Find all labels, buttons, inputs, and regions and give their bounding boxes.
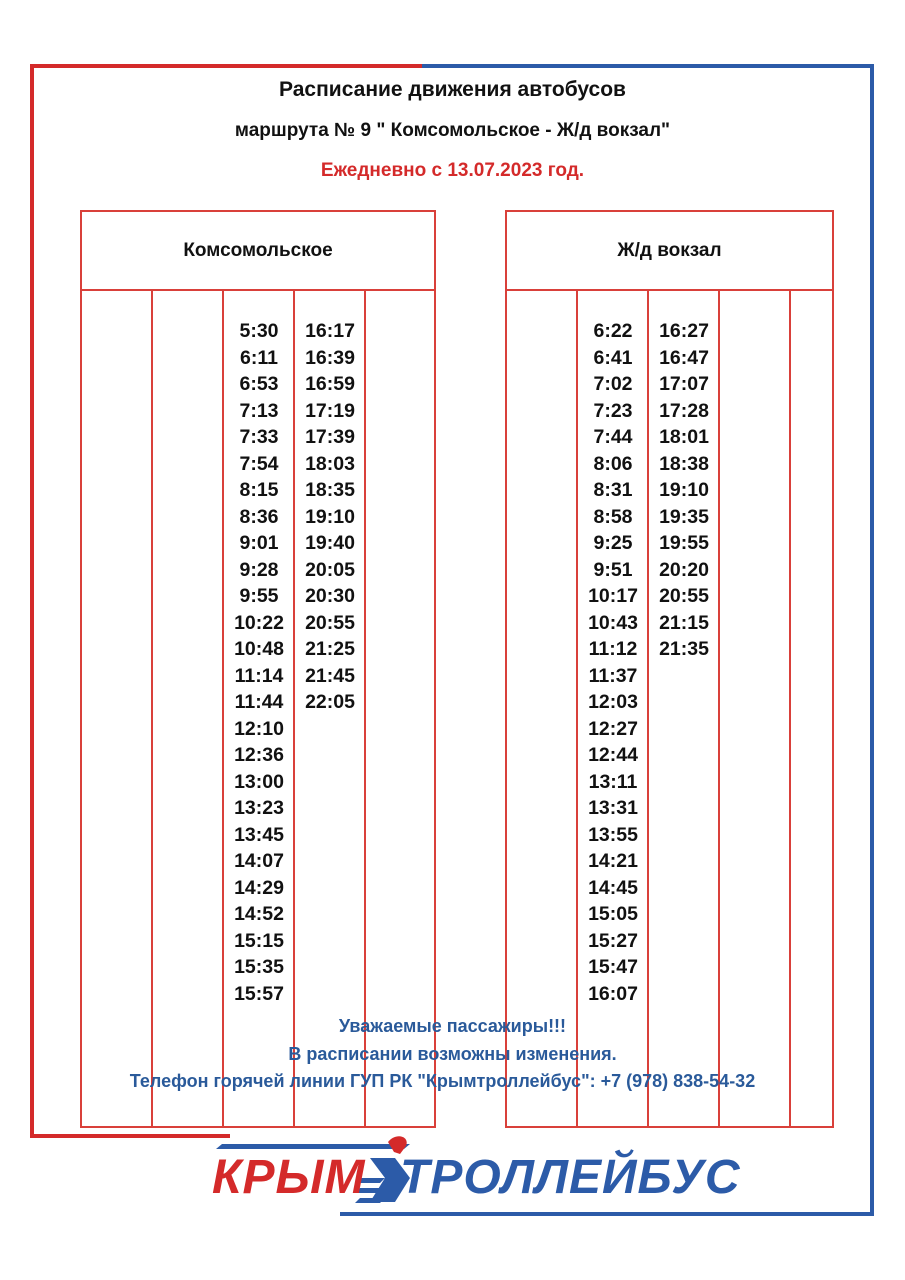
departure-time: 11:14 — [234, 664, 284, 687]
departure-time: 15:47 — [588, 956, 638, 978]
departure-time: 15:15 — [234, 929, 284, 952]
departure-time: 15:35 — [234, 956, 284, 978]
departure-time: 17:28 — [659, 399, 709, 422]
departure-time: 6:53 — [239, 373, 279, 395]
departure-time: 15:57 — [234, 982, 284, 1005]
departure-time: 19:10 — [659, 479, 709, 501]
departure-time: 20:55 — [305, 611, 355, 634]
departure-time: 16:07 — [588, 982, 638, 1005]
stop-header-komsomolskoe: Комсомольское — [183, 240, 333, 261]
departure-time: 19:40 — [305, 532, 355, 554]
departure-time: 7:02 — [593, 373, 633, 395]
times-vokzal-evening — [648, 318, 720, 663]
departure-time: 15:27 — [588, 929, 638, 952]
departure-time: 13:00 — [234, 770, 284, 793]
departure-time: 7:33 — [239, 426, 279, 448]
departure-time: 8:58 — [593, 505, 633, 528]
times-komsomolskoe-morning — [223, 318, 295, 1007]
frame-line-red — [30, 64, 34, 1138]
departure-time: 16:59 — [305, 373, 355, 395]
frame-line-blue — [422, 64, 874, 68]
departure-time: 17:39 — [305, 426, 355, 448]
departure-time: 13:45 — [234, 823, 284, 846]
logo-text-krym: КРЫМ — [212, 1151, 366, 1204]
notice-hotline: Телефон горячей линии ГУП РК "Крымтроллейбус": +7 (978) 838-54-32 — [129, 1071, 756, 1091]
departure-time: 20:30 — [305, 585, 355, 607]
departure-time: 7:23 — [593, 399, 633, 422]
times-komsomolskoe-evening — [294, 318, 366, 716]
departure-time: 13:31 — [588, 797, 638, 819]
route-subtitle: маршрута № 9 " Комсомольское - Ж/д вокзал" — [234, 120, 671, 141]
departure-time: 5:30 — [239, 320, 279, 342]
page-title: Расписание движения автобусов — [279, 78, 626, 101]
departure-time: 6:41 — [593, 346, 633, 369]
departure-time: 18:38 — [659, 452, 709, 475]
departure-time: 17:19 — [305, 399, 355, 422]
times-vokzal-morning — [577, 318, 649, 1007]
frame-line-red — [30, 1134, 230, 1138]
departure-time: 20:05 — [305, 558, 355, 581]
frame-line-blue — [340, 1212, 874, 1216]
departure-time: 20:20 — [659, 558, 709, 581]
departure-time: 6:11 — [240, 346, 278, 369]
departure-time: 14:07 — [234, 850, 284, 872]
departure-time: 8:06 — [593, 452, 633, 475]
departure-time: 21:15 — [659, 611, 709, 634]
departure-time: 12:10 — [234, 717, 284, 740]
departure-time: 14:21 — [588, 850, 638, 872]
departure-time: 12:27 — [588, 717, 638, 740]
departure-time: 14:52 — [234, 903, 284, 925]
departure-time: 11:12 — [588, 638, 638, 660]
departure-time: 7:44 — [593, 426, 633, 448]
departure-time: 17:07 — [659, 373, 709, 395]
notice-greeting: Уважаемые пассажиры!!! — [338, 1016, 567, 1036]
departure-time: 13:23 — [234, 797, 284, 819]
departure-time: 16:39 — [305, 346, 355, 369]
departure-time: 16:17 — [305, 320, 355, 342]
departure-time: 9:28 — [239, 558, 279, 581]
departure-time: 13:11 — [588, 770, 638, 793]
departure-time: 19:35 — [659, 505, 709, 528]
departure-time: 12:36 — [234, 744, 284, 766]
departure-time: 14:29 — [234, 876, 284, 899]
departure-time: 7:54 — [239, 452, 279, 475]
departure-time: 21:35 — [659, 638, 709, 660]
departure-time: 8:31 — [593, 479, 633, 501]
departure-time: 22:05 — [305, 691, 355, 713]
departure-time: 9:25 — [593, 532, 633, 554]
krymtrolleybus-logo — [210, 1130, 741, 1210]
departure-time: 10:17 — [588, 585, 638, 607]
departure-time: 14:45 — [588, 876, 638, 899]
departure-time: 19:10 — [305, 505, 355, 528]
departure-time: 12:03 — [588, 691, 638, 713]
departure-time: 10:22 — [234, 611, 284, 634]
departure-time: 18:01 — [659, 426, 709, 448]
departure-time: 21:45 — [305, 664, 355, 687]
departure-time: 16:47 — [659, 346, 709, 369]
departure-time: 8:15 — [239, 479, 279, 501]
departure-time: 10:43 — [588, 611, 638, 634]
departure-time: 12:44 — [588, 744, 638, 766]
departure-time: 9:51 — [593, 558, 633, 581]
departure-time: 18:03 — [305, 452, 355, 475]
departure-time: 7:13 — [239, 399, 279, 422]
stop-header-vokzal: Ж/д вокзал — [617, 240, 722, 261]
effective-date: Ежедневно с 13.07.2023 год. — [320, 160, 585, 181]
departure-time: 11:44 — [234, 691, 284, 713]
departure-time: 11:37 — [588, 664, 638, 687]
departure-time: 9:01 — [239, 532, 279, 554]
departure-time: 16:27 — [659, 320, 709, 342]
notice-changes: В расписании возможны изменения. — [288, 1044, 617, 1064]
departure-time: 13:55 — [588, 823, 638, 846]
departure-time: 18:35 — [305, 479, 355, 501]
departure-time: 21:25 — [305, 638, 355, 660]
departure-time: 15:05 — [588, 903, 638, 925]
departure-time: 20:55 — [659, 585, 709, 607]
departure-time: 6:22 — [593, 320, 633, 342]
departure-time: 19:55 — [659, 532, 709, 554]
frame-line-red — [30, 64, 422, 68]
departure-time: 10:48 — [234, 638, 284, 660]
logo-text-trolleybus: ТРОЛЛЕЙБУС — [400, 1151, 741, 1204]
departure-time: 8:36 — [239, 505, 279, 528]
departure-time: 9:55 — [239, 585, 279, 607]
